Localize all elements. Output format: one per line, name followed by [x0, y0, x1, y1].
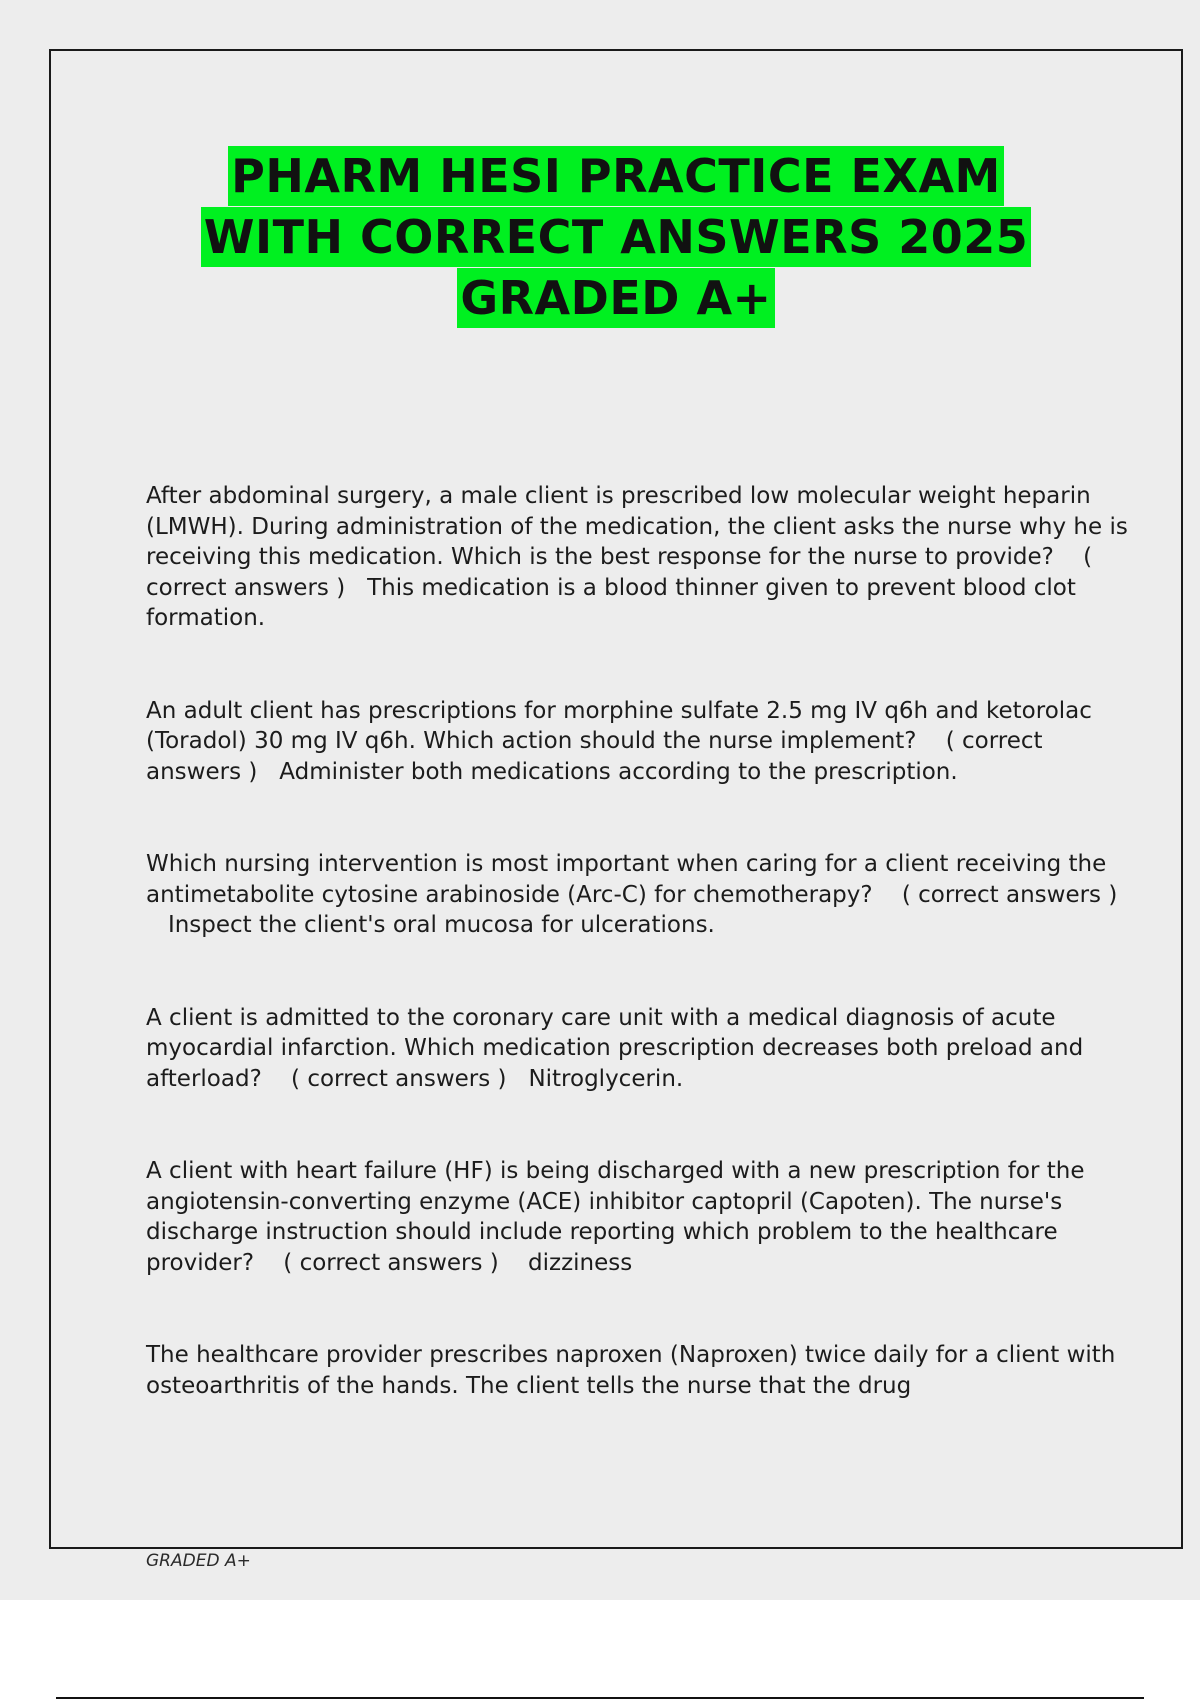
- answer-text: Nitroglycerin.: [528, 1065, 684, 1092]
- answer-marker: ( correct answers ): [283, 1249, 499, 1276]
- title-line-1: PHARM HESI PRACTICE EXAM: [228, 146, 1004, 206]
- answer-marker: ( correct answers ): [146, 728, 1043, 785]
- answer-marker: ( correct answers ): [146, 544, 1093, 601]
- title-line-2: WITH CORRECT ANSWERS 2025: [201, 207, 1032, 267]
- divider: [56, 1697, 1144, 1699]
- question-item: [146, 849, 1136, 941]
- question-item: [146, 481, 1136, 634]
- question-text: Which nursing intervention is most important when caring for a client receiving the antimetabolite cytosine arabinoside (Arc-C) for chemotherapy?: [146, 851, 1107, 908]
- answer-marker: ( correct answers ): [291, 1065, 507, 1092]
- answer-text: dizziness: [528, 1249, 633, 1276]
- question-list: [146, 481, 1136, 1463]
- question-text: After abdominal surgery, a male client is prescribed low molecular weight heparin (LMWH). During administration of the medication, the client asks the nurse why he is receiving this medication. Which is the best response for the nurse to provide?: [146, 483, 1128, 570]
- question-item: [146, 1003, 1136, 1095]
- answer-text: This medication is a blood thinner given to prevent blood clot formation.: [146, 574, 1076, 631]
- title-line-3: GRADED A+: [457, 268, 774, 328]
- question-item: [146, 1340, 1136, 1401]
- question-text: The healthcare provider prescribes naproxen (Naproxen) twice daily for a client with osteoarthritis of the hands. The client tells the nurse that the drug: [146, 1342, 1116, 1399]
- question-item: [146, 696, 1136, 788]
- question-text: A client with heart failure (HF) is being discharged with a new prescription for the angiotensin-converting enzyme (ACE) inhibitor captopril (Capoten). The nurse's discharge instruction should include reporting which problem to the healthcare provider?: [146, 1158, 1085, 1276]
- question-text: An adult client has prescriptions for morphine sulfate 2.5 mg IV q6h and ketorolac (Toradol) 30 mg IV q6h. Which action should the nurse implement?: [146, 697, 1092, 754]
- answer-marker: ( correct answers ): [901, 881, 1118, 908]
- question-item: [146, 1156, 1136, 1278]
- question-text: A client is admitted to the coronary care unit with a medical diagnosis of acute myocardial infarction. Which medication prescription decreases both preload and afterload?: [146, 1004, 1084, 1092]
- document-page: [49, 49, 1183, 1571]
- answer-text: Inspect the client's oral mucosa for ulcerations.: [167, 912, 715, 938]
- document-title: [51, 146, 1181, 329]
- page-footer: GRADED A+: [146, 1551, 251, 1571]
- answer-text: Administer both medications according to the prescription.: [279, 758, 958, 785]
